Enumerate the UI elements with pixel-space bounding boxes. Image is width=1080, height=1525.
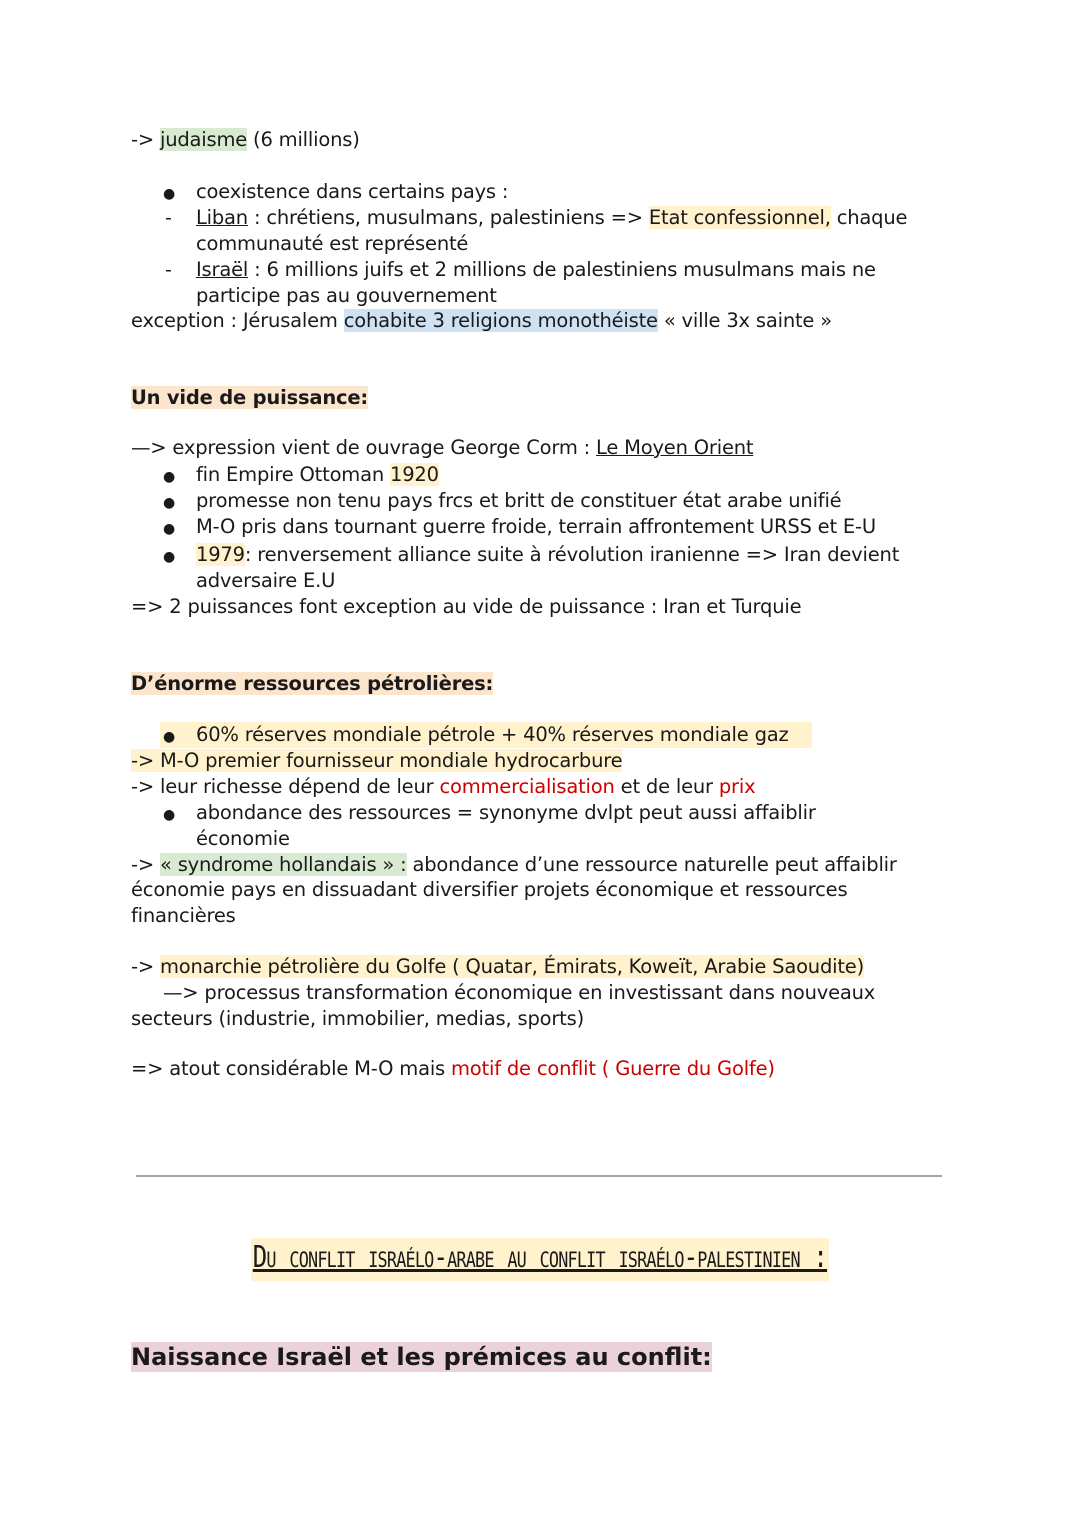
bullet-icon: ●: [163, 495, 176, 511]
bullet-icon: ●: [163, 521, 176, 537]
supplier-line: -> M-O premier fournisseur mondiale hydrocarbure: [131, 749, 623, 772]
dash-icon: -: [165, 259, 172, 281]
bullet-icon: ●: [163, 807, 176, 823]
abundance-bullet: abondance des ressources = synonyme dvlpt peut aussi affaiblir: [196, 801, 816, 824]
israel-item: Israël : 6 millions juifs et 2 millions de palestiniens musulmans mais ne: [196, 258, 876, 281]
gulf-monarchies-line: -> monarchie pétrolière du Golfe ( Quatar, Émirats, Koweït, Arabie Saoudite): [131, 955, 864, 978]
liban-item-cont: communauté est représenté: [196, 232, 469, 255]
dutch-disease-line: -> « syndrome hollandais » : abondance d’une ressource naturelle peut affaiblir: [131, 853, 897, 876]
transformation-line: —> processus transformation économique en investissant dans nouveaux: [163, 981, 876, 1004]
liban-item: Liban : chrétiens, musulmans, palestiniens => Etat confessionnel, chaque: [196, 206, 908, 229]
corm-intro: —> expression vient de ouvrage George Corm : Le Moyen Orient: [131, 436, 754, 459]
section-heading-ressources: D’énorme ressources pétrolières:: [131, 672, 494, 695]
dash-icon: -: [165, 207, 172, 229]
dutch-disease-cont2: financières: [131, 904, 236, 927]
subsection-heading: Naissance Israël et les prémices au conflit:: [131, 1343, 712, 1371]
section-heading-vide-puissance: Un vide de puissance:: [131, 386, 369, 409]
chapter-title: Du conflit israélo-arabe au conflit israélo-palestinien :: [0, 1238, 1080, 1281]
iran-revolution-cont: adversaire E.U: [196, 569, 336, 592]
ottoman-bullet: fin Empire Ottoman 1920: [196, 463, 439, 486]
coexistence-bullet: coexistence dans certains pays :: [196, 180, 509, 203]
jerusalem-exception: exception : Jérusalem cohabite 3 religions monothéiste « ville 3x sainte »: [131, 309, 832, 332]
dutch-disease-cont1: économie pays en dissuadant diversifier projets économique et ressources: [131, 878, 848, 901]
iran-revolution-bullet: 1979: renversement alliance suite à révolution iranienne => Iran devient: [196, 543, 900, 566]
reserves-bullet: 60% réserves mondiale pétrole + 40% réserves mondiale gaz: [196, 723, 789, 746]
bullet-icon: ●: [163, 729, 176, 745]
wealth-line: -> leur richesse dépend de leur commercialisation et de leur prix: [131, 775, 756, 798]
horizontal-divider: [136, 1175, 942, 1177]
bullet-icon: ●: [163, 549, 176, 565]
bullet-icon: ●: [163, 469, 176, 485]
promise-bullet: promesse non tenu pays frcs et britt de constituer état arabe unifié: [196, 489, 842, 512]
israel-item-cont: participe pas au gouvernement: [196, 284, 497, 307]
bullet-icon: ●: [163, 186, 176, 202]
asset-conclusion: => atout considérable M-O mais motif de conflit ( Guerre du Golfe): [131, 1057, 775, 1080]
powers-conclusion: => 2 puissances font exception au vide de puissance : Iran et Turquie: [131, 595, 802, 618]
abundance-cont: économie: [196, 827, 290, 850]
cold-war-bullet: M-O pris dans tournant guerre froide, terrain affrontement URSS et E-U: [196, 515, 876, 538]
transformation-cont: secteurs (industrie, immobilier, medias, sports): [131, 1007, 584, 1030]
judaism-line: -> judaisme (6 millions): [131, 128, 360, 151]
